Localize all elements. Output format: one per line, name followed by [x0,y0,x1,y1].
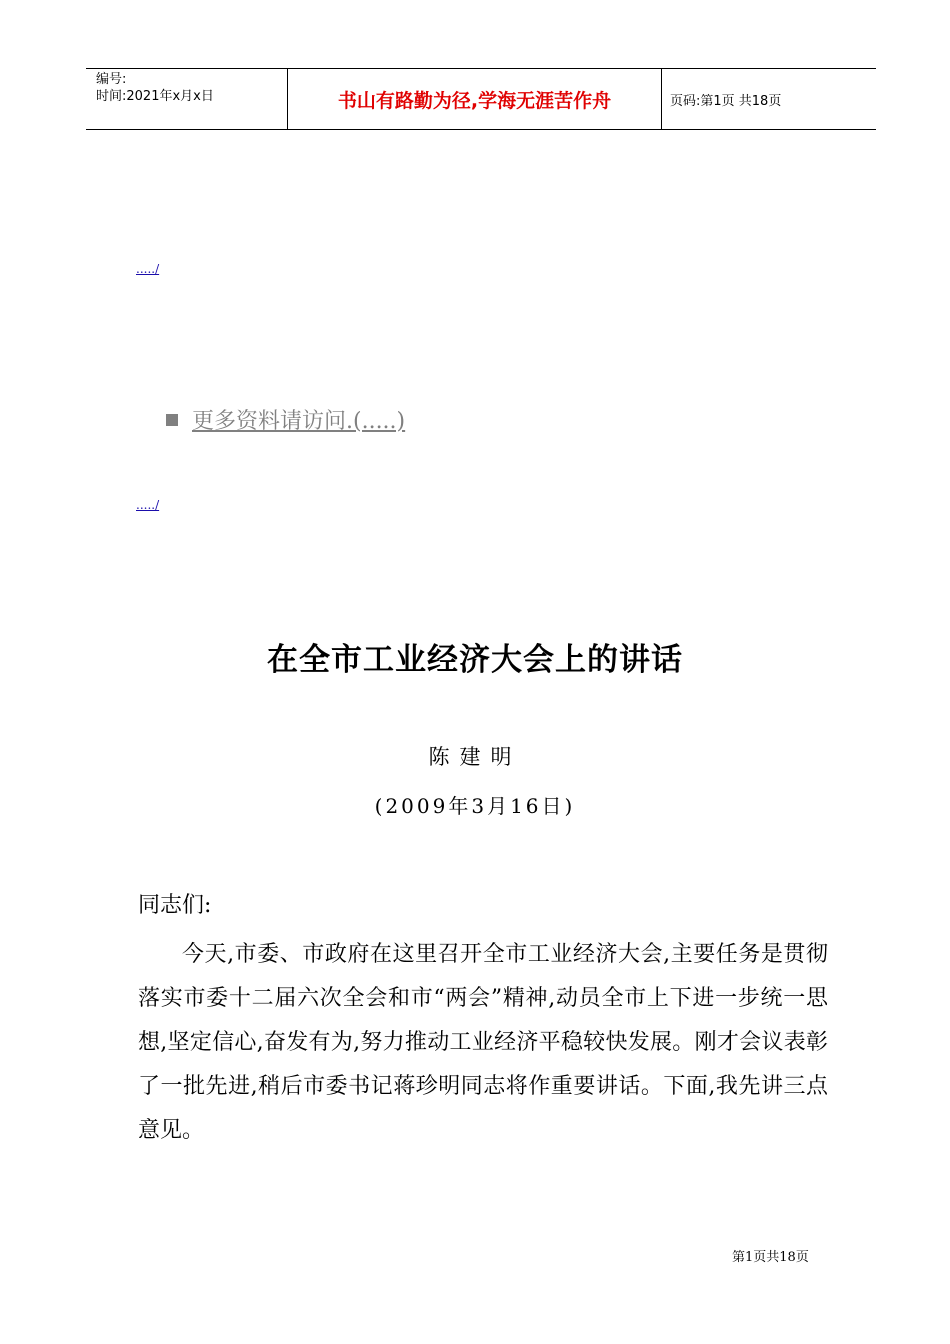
document-title: 在全市工业经济大会上的讲话 [267,642,683,678]
header-page-info: 页码:第1页 共18页 [670,93,782,109]
paragraph-1: 今天,市委、市政府在这里召开全市工业经济大会,主要任务是贯彻落实市委十二届六次全会和市“两会”精神,动员全市上下进一步统一思想,坚定信心,奋发有为,努力推动工业经济平稳较快发展。刚才会议表彰了一批先进,稍后市委书记蒋珍明同志将作重要讲话。下面,我先讲三点意见。 [138,942,828,1143]
page-header [86,68,876,130]
square-bullet-icon [166,414,178,426]
more-resources-line [166,404,405,435]
header-meta [86,69,288,129]
time-label: 时间:2021年x月x日 [96,89,214,104]
code-label: 编号: [96,72,127,87]
greeting: 同志们: [138,893,212,918]
page-footer: 第1页共18页 [732,1250,809,1265]
top-link[interactable]: ...../ [136,262,160,276]
document-author: 陈建明 [428,745,522,769]
header-motto: 书山有路勤为径,学海无涯苦作舟 [288,69,662,129]
document-date: (2009年3月16日) [374,794,576,818]
more-resources-link[interactable]: 更多资料请访问.(.....) [192,409,406,434]
bottom-link[interactable]: ...../ [136,498,160,512]
